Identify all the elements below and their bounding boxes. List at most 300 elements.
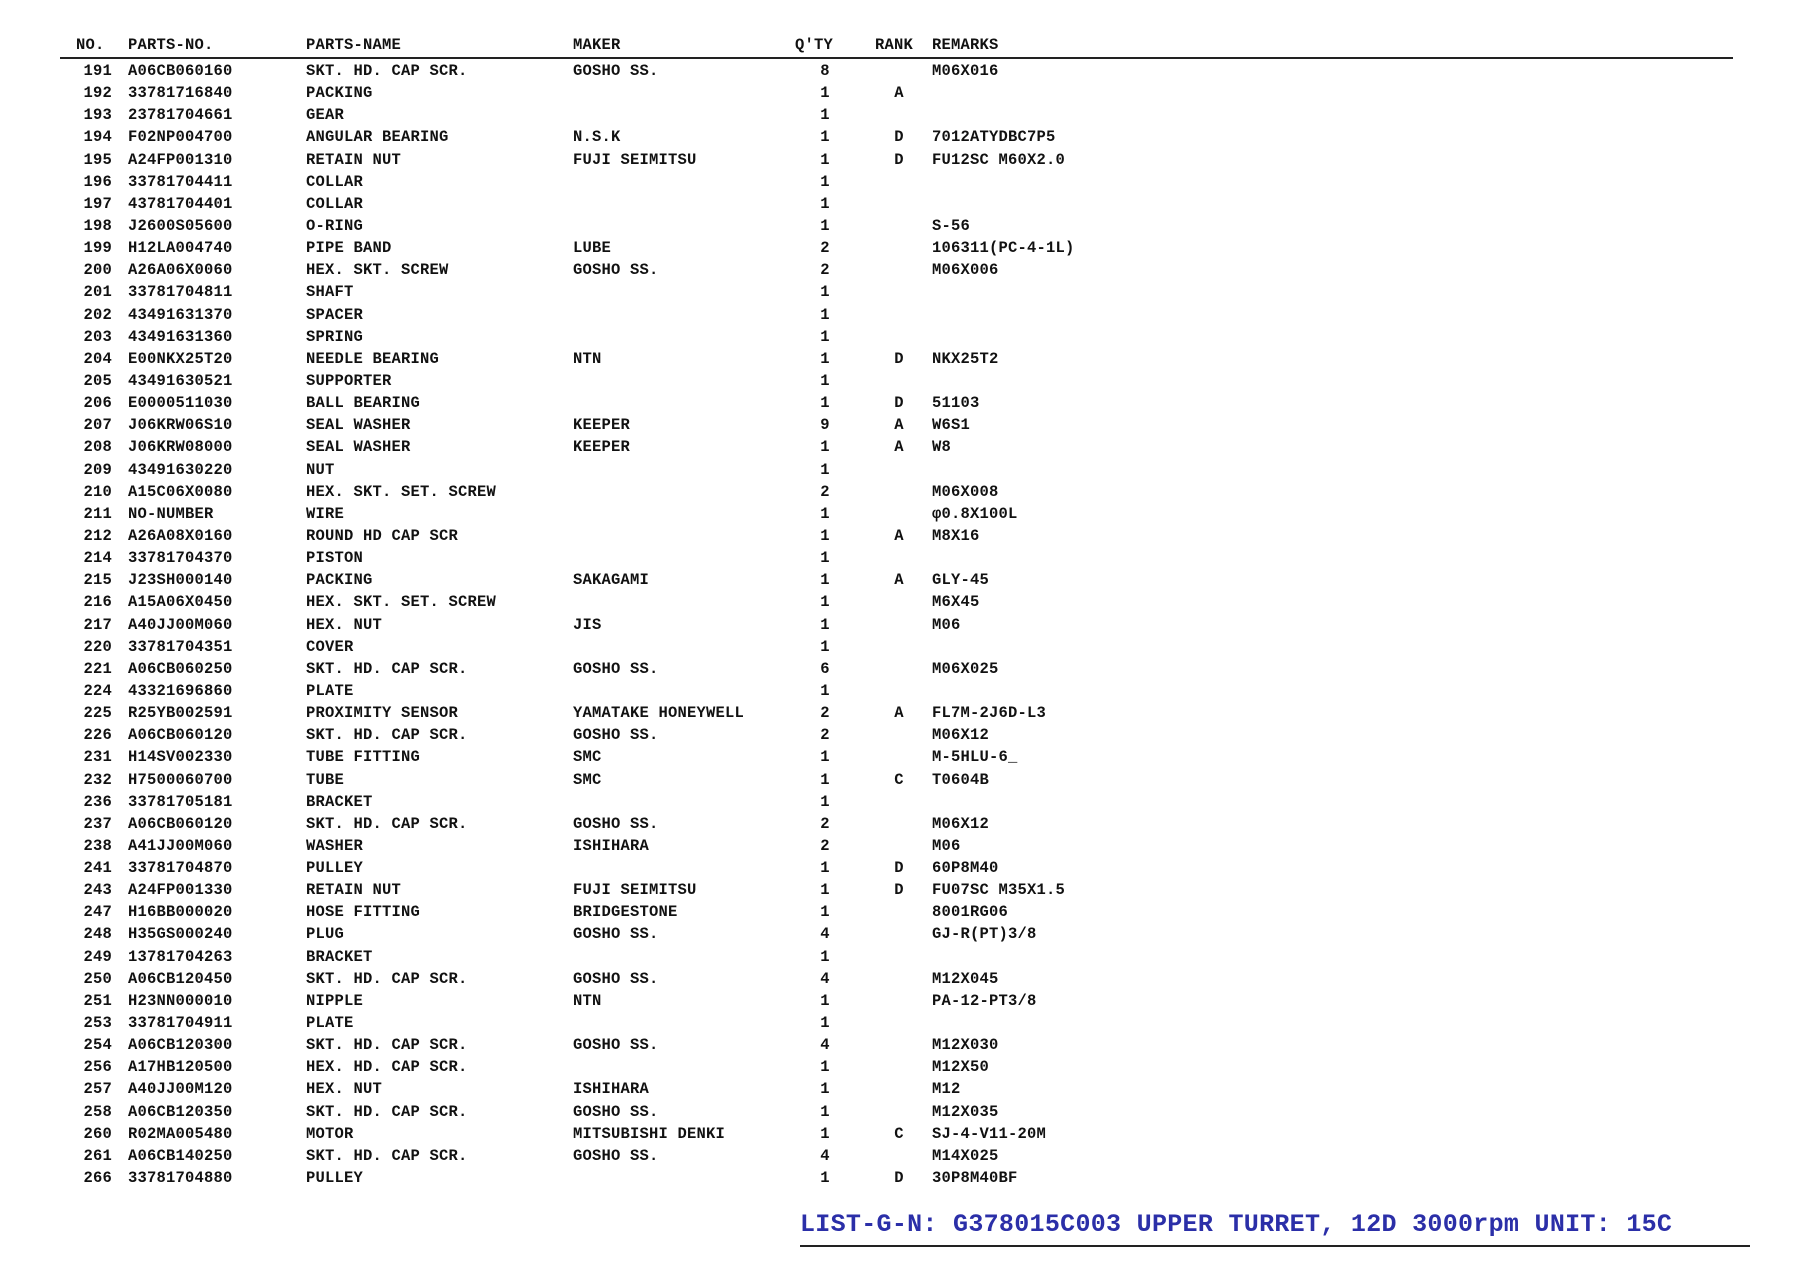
cell-no: 220: [83, 637, 112, 656]
cell-qty: 4: [820, 1036, 830, 1055]
cell-no: 237: [83, 814, 112, 833]
table-row: [60, 481, 1740, 503]
cell-no: 251: [83, 991, 112, 1010]
cell-parts-no: 33781704870: [128, 859, 233, 878]
cell-parts-name: PULLEY: [306, 1169, 364, 1188]
cell-parts-name: ROUND HD CAP SCR: [306, 526, 459, 545]
cell-maker: GOSHO SS.: [573, 1146, 659, 1165]
cell-remarks: FU07SC M35X1.5: [932, 881, 1066, 900]
cell-parts-name: PISTON: [306, 549, 364, 568]
cell-qty: 1: [820, 1124, 830, 1143]
cell-qty: 1: [820, 216, 830, 235]
cell-qty: 2: [820, 704, 830, 723]
table-row: [60, 901, 1740, 923]
cell-parts-no: 23781704661: [128, 106, 233, 125]
cell-no: 248: [83, 925, 112, 944]
cell-parts-name: NUT: [306, 460, 335, 479]
cell-parts-name: HEX. HD. CAP SCR.: [306, 1058, 468, 1077]
cell-maker: GOSHO SS.: [573, 1036, 659, 1055]
cell-parts-name: HEX. SKT. SET. SCREW: [306, 593, 497, 612]
cell-parts-no: NO-NUMBER: [128, 504, 214, 523]
cell-parts-name: PACKING: [306, 84, 373, 103]
cell-parts-name: SKT. HD. CAP SCR.: [306, 814, 468, 833]
cell-no: 266: [83, 1169, 112, 1188]
cell-no: 253: [83, 1014, 112, 1033]
cell-parts-name: SHAFT: [306, 283, 354, 302]
table-row: [60, 193, 1740, 215]
cell-qty: 6: [820, 659, 830, 678]
cell-parts-no: H23NN000010: [128, 991, 233, 1010]
cell-parts-name: SPACER: [306, 305, 364, 324]
cell-maker: NTN: [573, 349, 602, 368]
cell-parts-name: SKT. HD. CAP SCR.: [306, 1036, 468, 1055]
cell-qty: 1: [820, 1102, 830, 1121]
cell-parts-no: A06CB060160: [128, 62, 233, 80]
cell-parts-no: 33781704411: [128, 172, 233, 191]
cell-parts-no: A40JJ00M060: [128, 615, 233, 634]
cell-parts-no: 43491631360: [128, 327, 233, 346]
table-row: [60, 569, 1740, 591]
cell-rank: D: [894, 150, 904, 169]
cell-rank: A: [894, 571, 904, 590]
cell-remarks: M06X008: [932, 482, 999, 501]
cell-parts-no: J23SH000140: [128, 571, 233, 590]
cell-no: 261: [83, 1146, 112, 1165]
cell-parts-name: NEEDLE BEARING: [306, 349, 440, 368]
table-row: [60, 259, 1740, 281]
header-divider: [60, 57, 1733, 59]
table-row: [60, 614, 1740, 636]
cell-qty: 1: [820, 371, 830, 390]
cell-parts-no: 33781704880: [128, 1169, 233, 1188]
cell-maker: LUBE: [573, 239, 612, 258]
table-row: [60, 1012, 1740, 1034]
table-row: [60, 791, 1740, 813]
cell-no: 254: [83, 1036, 112, 1055]
cell-remarks: S-56: [932, 216, 971, 235]
cell-rank: A: [894, 438, 904, 457]
table-row: [60, 171, 1740, 193]
cell-remarks: M12X50: [932, 1058, 990, 1077]
cell-qty: 1: [820, 549, 830, 568]
cell-no: 260: [83, 1124, 112, 1143]
table-row: [60, 348, 1740, 370]
cell-remarks: M12X035: [932, 1102, 999, 1121]
cell-parts-no: A06CB060250: [128, 659, 233, 678]
cell-maker: MITSUBISHI DENKI: [573, 1124, 726, 1143]
table-header: [60, 36, 1740, 58]
cell-no: 191: [83, 62, 112, 80]
cell-parts-name: MOTOR: [306, 1124, 354, 1143]
cell-remarks: 8001RG06: [932, 903, 1009, 922]
cell-qty: 1: [820, 305, 830, 324]
cell-parts-no: 43491630220: [128, 460, 233, 479]
header-remarks: REMARKS: [932, 36, 999, 54]
table-row: [60, 680, 1740, 702]
cell-qty: 1: [820, 526, 830, 545]
cell-qty: 1: [820, 283, 830, 302]
cell-remarks: M06X006: [932, 261, 999, 280]
table-row: [60, 946, 1740, 968]
cell-parts-name: HEX. NUT: [306, 1080, 383, 1099]
cell-remarks: M06: [932, 615, 961, 634]
cell-qty: 1: [820, 903, 830, 922]
cell-no: 202: [83, 305, 112, 324]
cell-qty: 1: [820, 637, 830, 656]
cell-qty: 1: [820, 150, 830, 169]
cell-remarks: 30P8M40BF: [932, 1169, 1018, 1188]
list-title: LIST-G-N: G378015C003 UPPER TURRET, 12D 3000rpm UNIT: 15C: [800, 1210, 1673, 1239]
cell-remarks: M-5HLU-6_: [932, 748, 1018, 767]
cell-qty: 1: [820, 859, 830, 878]
cell-maker: GOSHO SS.: [573, 1102, 659, 1121]
header-qty: Q'TY: [795, 36, 834, 54]
cell-parts-no: A15C06X0080: [128, 482, 233, 501]
cell-no: 211: [83, 504, 112, 523]
cell-parts-name: SUPPORTER: [306, 371, 392, 390]
cell-parts-no: A41JJ00M060: [128, 836, 233, 855]
cell-no: 226: [83, 726, 112, 745]
cell-parts-name: PACKING: [306, 571, 373, 590]
cell-qty: 2: [820, 261, 830, 280]
cell-qty: 1: [820, 394, 830, 413]
cell-no: 215: [83, 571, 112, 590]
cell-parts-no: J06KRW08000: [128, 438, 233, 457]
cell-rank: A: [894, 526, 904, 545]
cell-no: 198: [83, 216, 112, 235]
table-row: [60, 82, 1740, 104]
footer-underline: [800, 1245, 1750, 1247]
cell-parts-no: A26A08X0160: [128, 526, 233, 545]
cell-qty: 1: [820, 327, 830, 346]
cell-parts-no: R25YB002591: [128, 704, 233, 723]
cell-maker: JIS: [573, 615, 602, 634]
cell-parts-no: 33781705181: [128, 792, 233, 811]
header-parts-name: PARTS-NAME: [306, 36, 402, 54]
cell-no: 256: [83, 1058, 112, 1077]
header-rank: RANK: [875, 36, 914, 54]
table-row: [60, 436, 1740, 458]
cell-remarks: M06X025: [932, 659, 999, 678]
cell-parts-name: WIRE: [306, 504, 345, 523]
cell-no: 206: [83, 394, 112, 413]
cell-qty: 1: [820, 172, 830, 191]
cell-parts-name: PLATE: [306, 1014, 354, 1033]
cell-remarks: M06X016: [932, 62, 999, 80]
cell-parts-name: PULLEY: [306, 859, 364, 878]
cell-parts-name: PLATE: [306, 681, 354, 700]
cell-no: 199: [83, 239, 112, 258]
cell-parts-name: BALL BEARING: [306, 394, 421, 413]
cell-remarks: M8X16: [932, 526, 980, 545]
cell-remarks: GJ-R(PT)3/8: [932, 925, 1037, 944]
cell-parts-no: 43491630521: [128, 371, 233, 390]
table-row: [60, 591, 1740, 613]
cell-parts-no: 33781704811: [128, 283, 233, 302]
cell-no: 208: [83, 438, 112, 457]
cell-no: 204: [83, 349, 112, 368]
table-row: [60, 1167, 1740, 1189]
cell-maker: KEEPER: [573, 416, 631, 435]
cell-parts-no: H16BB000020: [128, 903, 233, 922]
cell-maker: FUJI SEIMITSU: [573, 881, 697, 900]
cell-no: 197: [83, 194, 112, 213]
cell-maker: GOSHO SS.: [573, 925, 659, 944]
cell-parts-no: A06CB120450: [128, 969, 233, 988]
table-row: [60, 525, 1740, 547]
cell-rank: A: [894, 704, 904, 723]
table-row: [60, 702, 1740, 724]
table-row: [60, 326, 1740, 348]
table-row: [60, 1145, 1740, 1167]
cell-no: 232: [83, 770, 112, 789]
cell-parts-no: 33781716840: [128, 84, 233, 103]
cell-qty: 1: [820, 681, 830, 700]
table-row: [60, 658, 1740, 680]
table-row: [60, 370, 1740, 392]
cell-qty: 2: [820, 239, 830, 258]
cell-remarks: T0604B: [932, 770, 990, 789]
cell-no: 216: [83, 593, 112, 612]
cell-no: 210: [83, 482, 112, 501]
cell-parts-name: GEAR: [306, 106, 345, 125]
cell-parts-name: BRACKET: [306, 947, 373, 966]
cell-maker: SAKAGAMI: [573, 571, 650, 590]
cell-no: 193: [83, 106, 112, 125]
cell-parts-name: RETAIN NUT: [306, 881, 402, 900]
cell-no: 238: [83, 836, 112, 855]
cell-qty: 1: [820, 748, 830, 767]
cell-qty: 4: [820, 969, 830, 988]
cell-parts-name: NIPPLE: [306, 991, 364, 1010]
cell-maker: GOSHO SS.: [573, 261, 659, 280]
cell-rank: C: [894, 770, 904, 789]
table-row: [60, 237, 1740, 259]
cell-no: 195: [83, 150, 112, 169]
table-row: [60, 769, 1740, 791]
cell-no: 250: [83, 969, 112, 988]
cell-qty: 1: [820, 1080, 830, 1099]
cell-no: 214: [83, 549, 112, 568]
cell-qty: 4: [820, 1146, 830, 1165]
cell-parts-name: SKT. HD. CAP SCR.: [306, 1102, 468, 1121]
cell-remarks: 51103: [932, 394, 980, 413]
cell-parts-no: 33781704370: [128, 549, 233, 568]
table-row: [60, 1123, 1740, 1145]
cell-parts-no: A26A06X0060: [128, 261, 233, 280]
cell-no: 203: [83, 327, 112, 346]
cell-qty: 1: [820, 106, 830, 125]
table-row: [60, 547, 1740, 569]
table-row: [60, 813, 1740, 835]
cell-no: 217: [83, 615, 112, 634]
cell-no: 194: [83, 128, 112, 147]
cell-parts-name: BRACKET: [306, 792, 373, 811]
cell-parts-name: SEAL WASHER: [306, 438, 411, 457]
cell-parts-name: SEAL WASHER: [306, 416, 411, 435]
cell-remarks: FU12SC M60X2.0: [932, 150, 1066, 169]
table-row: [60, 503, 1740, 525]
cell-qty: 1: [820, 460, 830, 479]
cell-parts-name: O-RING: [306, 216, 364, 235]
table-row: [60, 104, 1740, 126]
cell-remarks: SJ-4-V11-20M: [932, 1124, 1047, 1143]
cell-remarks: GLY-45: [932, 571, 990, 590]
cell-parts-no: A15A06X0450: [128, 593, 233, 612]
cell-no: 192: [83, 84, 112, 103]
table-row: [60, 459, 1740, 481]
cell-parts-name: HOSE FITTING: [306, 903, 421, 922]
cell-no: 224: [83, 681, 112, 700]
cell-qty: 1: [820, 1014, 830, 1033]
cell-remarks: 60P8M40: [932, 859, 999, 878]
cell-qty: 1: [820, 947, 830, 966]
cell-remarks: M06X12: [932, 726, 990, 745]
cell-parts-no: 33781704911: [128, 1014, 233, 1033]
cell-rank: D: [894, 881, 904, 900]
cell-parts-no: H35GS000240: [128, 925, 233, 944]
cell-parts-no: A06CB140250: [128, 1146, 233, 1165]
list-footer: [800, 1210, 1750, 1247]
cell-remarks: M12: [932, 1080, 961, 1099]
cell-qty: 1: [820, 1169, 830, 1188]
cell-remarks: FL7M-2J6D-L3: [932, 704, 1047, 723]
cell-parts-no: A06CB060120: [128, 726, 233, 745]
cell-parts-no: H7500060700: [128, 770, 233, 789]
cell-parts-name: RETAIN NUT: [306, 150, 402, 169]
cell-qty: 1: [820, 349, 830, 368]
cell-no: 241: [83, 859, 112, 878]
cell-qty: 1: [820, 438, 830, 457]
cell-no: 221: [83, 659, 112, 678]
cell-rank: D: [894, 859, 904, 878]
cell-maker: NTN: [573, 991, 602, 1010]
cell-parts-no: 33781704351: [128, 637, 233, 656]
cell-maker: GOSHO SS.: [573, 726, 659, 745]
cell-qty: 9: [820, 416, 830, 435]
cell-parts-no: R02MA005480: [128, 1124, 233, 1143]
cell-rank: D: [894, 1169, 904, 1188]
parts-table-body: [60, 60, 1740, 1189]
cell-no: 257: [83, 1080, 112, 1099]
table-row: [60, 392, 1740, 414]
cell-parts-no: F02NP004700: [128, 128, 233, 147]
cell-remarks: 7012ATYDBC7P5: [932, 128, 1056, 147]
cell-qty: 2: [820, 814, 830, 833]
table-row: [60, 414, 1740, 436]
cell-parts-name: SKT. HD. CAP SCR.: [306, 969, 468, 988]
cell-qty: 1: [820, 991, 830, 1010]
cell-remarks: M6X45: [932, 593, 980, 612]
cell-qty: 1: [820, 128, 830, 147]
table-row: [60, 879, 1740, 901]
cell-parts-name: SKT. HD. CAP SCR.: [306, 726, 468, 745]
cell-remarks: M14X025: [932, 1146, 999, 1165]
table-row: [60, 60, 1740, 82]
cell-parts-name: COLLAR: [306, 172, 364, 191]
cell-qty: 1: [820, 770, 830, 789]
cell-parts-name: TUBE FITTING: [306, 748, 421, 767]
cell-maker: KEEPER: [573, 438, 631, 457]
cell-qty: 4: [820, 925, 830, 944]
cell-parts-no: A17HB120500: [128, 1058, 233, 1077]
cell-parts-no: J06KRW06S10: [128, 416, 233, 435]
cell-no: 200: [83, 261, 112, 280]
cell-maker: SMC: [573, 770, 602, 789]
cell-parts-name: ANGULAR BEARING: [306, 128, 449, 147]
cell-parts-no: 43491631370: [128, 305, 233, 324]
cell-no: 196: [83, 172, 112, 191]
cell-parts-no: A06CB120350: [128, 1102, 233, 1121]
cell-parts-no: J2600S05600: [128, 216, 233, 235]
cell-maker: FUJI SEIMITSU: [573, 150, 697, 169]
cell-qty: 2: [820, 836, 830, 855]
cell-parts-no: E0000511030: [128, 394, 233, 413]
cell-no: 201: [83, 283, 112, 302]
table-row: [60, 857, 1740, 879]
cell-remarks: M06: [932, 836, 961, 855]
cell-rank: A: [894, 416, 904, 435]
table-row: [60, 835, 1740, 857]
cell-maker: GOSHO SS.: [573, 814, 659, 833]
cell-maker: N.S.K: [573, 128, 621, 147]
table-row: [60, 304, 1740, 326]
cell-parts-no: H12LA004740: [128, 239, 233, 258]
cell-parts-name: COLLAR: [306, 194, 364, 213]
cell-parts-no: A40JJ00M120: [128, 1080, 233, 1099]
cell-maker: ISHIHARA: [573, 836, 650, 855]
cell-no: 249: [83, 947, 112, 966]
table-row: [60, 1101, 1740, 1123]
table-row: [60, 1034, 1740, 1056]
cell-parts-no: A06CB120300: [128, 1036, 233, 1055]
cell-no: 247: [83, 903, 112, 922]
cell-no: 243: [83, 881, 112, 900]
cell-qty: 1: [820, 881, 830, 900]
cell-no: 225: [83, 704, 112, 723]
cell-parts-no: H14SV002330: [128, 748, 233, 767]
cell-maker: SMC: [573, 748, 602, 767]
cell-rank: D: [894, 394, 904, 413]
cell-qty: 1: [820, 615, 830, 634]
table-row: [60, 126, 1740, 148]
cell-rank: D: [894, 349, 904, 368]
cell-qty: 1: [820, 593, 830, 612]
table-row: [60, 724, 1740, 746]
cell-parts-name: PROXIMITY SENSOR: [306, 704, 459, 723]
cell-parts-name: SPRING: [306, 327, 364, 346]
table-row: [60, 149, 1740, 171]
cell-qty: 2: [820, 726, 830, 745]
cell-parts-no: E00NKX25T20: [128, 349, 233, 368]
cell-maker: GOSHO SS.: [573, 969, 659, 988]
table-row: [60, 281, 1740, 303]
table-row: [60, 923, 1740, 945]
cell-maker: GOSHO SS.: [573, 659, 659, 678]
cell-parts-name: PLUG: [306, 925, 345, 944]
header-parts-no: PARTS-NO.: [128, 36, 214, 54]
cell-parts-name: HEX. SKT. SCREW: [306, 261, 449, 280]
table-row: [60, 636, 1740, 658]
cell-remarks: M12X045: [932, 969, 999, 988]
parts-list-sheet: [60, 36, 1740, 1189]
cell-qty: 1: [820, 792, 830, 811]
cell-parts-name: TUBE: [306, 770, 345, 789]
cell-qty: 1: [820, 84, 830, 103]
header-no: NO.: [76, 36, 105, 54]
cell-remarks: PA-12-PT3/8: [932, 991, 1037, 1010]
table-row: [60, 746, 1740, 768]
